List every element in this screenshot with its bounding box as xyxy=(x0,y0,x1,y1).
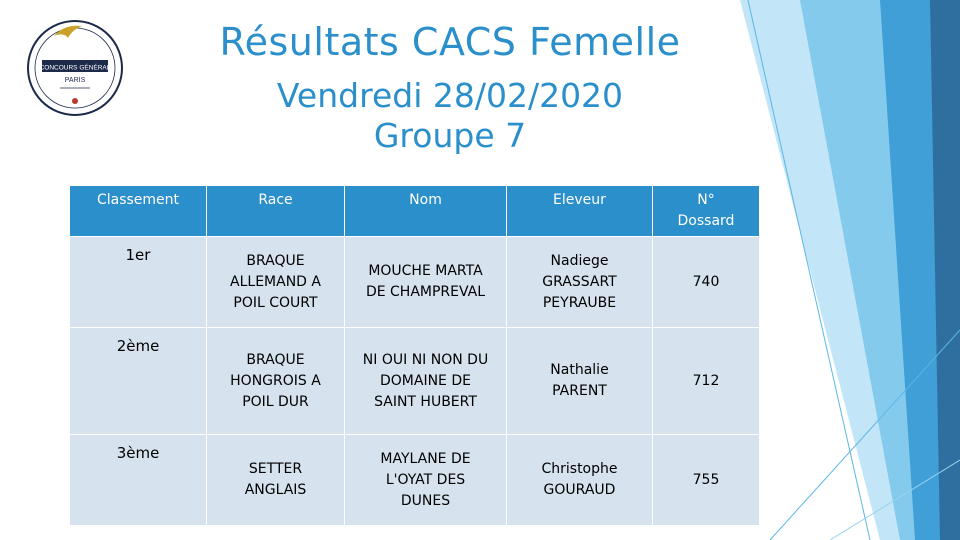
nom-cell: MAYLANE DE L'OYAT DES DUNES xyxy=(345,435,507,526)
dossard-cell: 712 xyxy=(653,328,760,435)
rank-cell: 1er xyxy=(70,237,207,328)
race-cell: SETTER ANGLAIS xyxy=(207,435,345,526)
table-row xyxy=(70,435,760,526)
nom-cell: MOUCHE MARTA DE CHAMPREVAL xyxy=(345,237,507,328)
header-eleveur: Eleveur xyxy=(507,186,653,237)
race-cell: BRAQUE ALLEMAND A POIL COURT xyxy=(207,237,345,328)
table-row xyxy=(70,237,760,328)
logo-main-text: CONCOURS GÉNÉRAL xyxy=(39,64,111,72)
group-label: Groupe 7 xyxy=(373,116,527,155)
rank-cell: 2ème xyxy=(70,328,207,435)
event-date: Vendredi 28/02/2020 xyxy=(276,76,624,115)
nom-cell: NI OUI NI NON DU DOMAINE DE SAINT HUBERT xyxy=(345,328,507,435)
logo-city: PARIS xyxy=(64,77,86,84)
header-classement: Classement xyxy=(70,186,207,237)
eleveur-cell: Nathalie PARENT xyxy=(507,328,653,435)
eleveur-cell: Nadiege GRASSART PEYRAUBE xyxy=(507,237,653,328)
eleveur-cell: Christophe GOURAUD xyxy=(507,435,653,526)
dossard-cell: 740 xyxy=(653,237,760,328)
page-title: Résultats CACS Femelle xyxy=(219,20,681,64)
table-row xyxy=(70,328,760,435)
header-race: Race xyxy=(207,186,345,237)
concours-general-logo xyxy=(24,16,126,120)
header-dossard: N° Dossard xyxy=(653,186,760,237)
table-header-row xyxy=(70,186,760,237)
header-nom: Nom xyxy=(345,186,507,237)
dossard-cell: 755 xyxy=(653,435,760,526)
results-table xyxy=(69,185,760,526)
race-cell: BRAQUE HONGROIS A POIL DUR xyxy=(207,328,345,435)
rank-cell: 3ème xyxy=(70,435,207,526)
